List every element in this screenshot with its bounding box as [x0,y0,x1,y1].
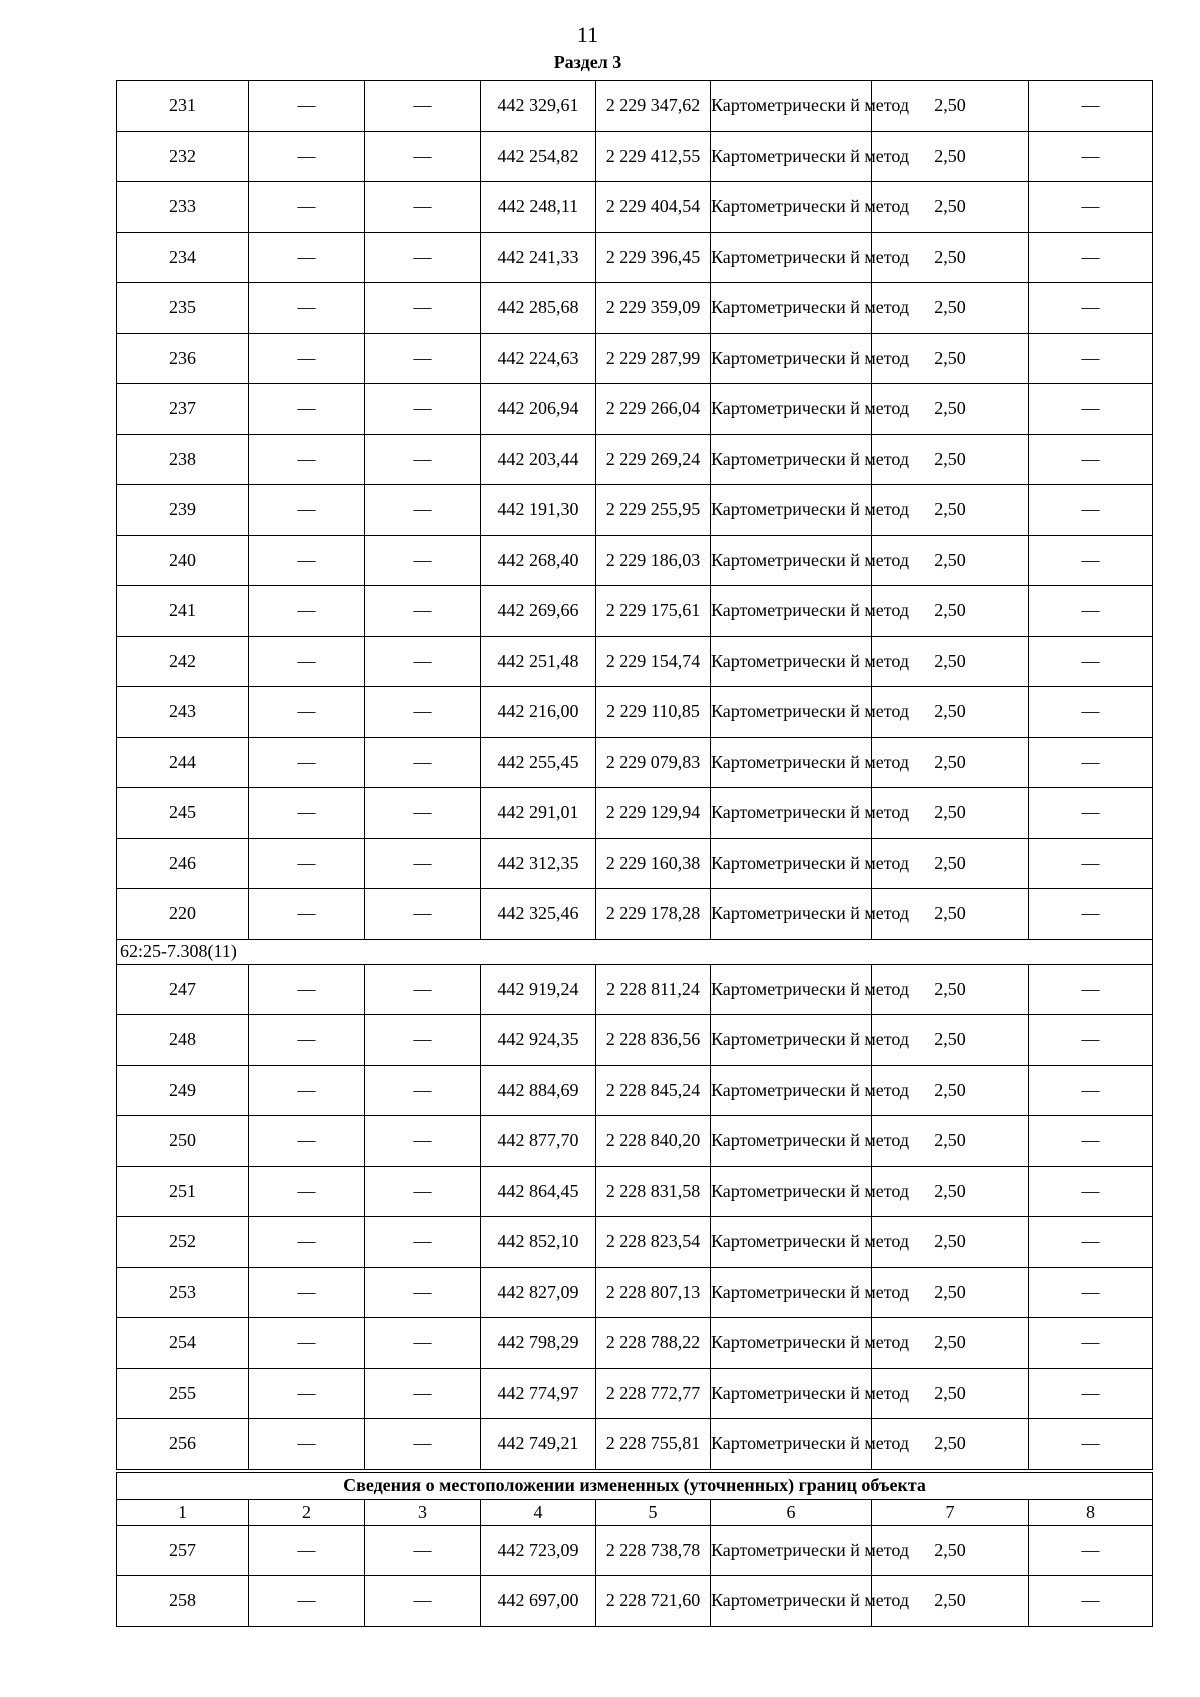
method-cell: Картометрически й метод [711,1267,872,1318]
section-title: Раздел 3 [553,52,622,72]
column-8-cell: — [1029,889,1153,940]
method-cell: Картометрически й метод [711,687,872,738]
point-number-cell: 257 [117,1525,249,1576]
column-2-cell: — [249,1065,365,1116]
x-coordinate-cell: 442 241,33 [481,232,596,283]
point-number-cell: 248 [117,1015,249,1066]
accuracy-cell: 2,50 [872,838,1029,889]
column-2-cell: — [249,384,365,435]
y-coordinate-cell: 2 229 178,28 [596,889,711,940]
point-number-cell: 245 [117,788,249,839]
column-2-cell: — [249,333,365,384]
x-coordinate-cell: 442 224,63 [481,333,596,384]
accuracy-cell: 2,50 [872,1318,1029,1369]
accuracy-cell: 2,50 [872,1116,1029,1167]
point-number-cell: 250 [117,1116,249,1167]
accuracy-cell: 2,50 [872,687,1029,738]
table-body-part-c [117,1525,1153,1626]
table-row [117,1419,1153,1471]
table-row [117,1015,1153,1066]
table-row [117,788,1153,839]
method-cell: Картометрически й метод [711,333,872,384]
table-body-part-b [117,964,1153,1471]
column-8-cell: — [1029,1368,1153,1419]
column-2-cell: — [249,586,365,637]
x-coordinate-cell: 442 864,45 [481,1166,596,1217]
group-label: 62:25-7.308(11) [117,939,1153,964]
column-number: 7 [872,1499,1029,1525]
point-number-cell: 247 [117,964,249,1015]
column-3-cell: — [365,964,481,1015]
column-number: 6 [711,1499,872,1525]
table-row [117,1267,1153,1318]
column-2-cell: — [249,182,365,233]
accuracy-cell: 2,50 [872,1267,1029,1318]
column-3-cell: — [365,131,481,182]
column-2-cell: — [249,1318,365,1369]
column-8-cell: — [1029,182,1153,233]
column-number-row [117,1499,1153,1525]
column-2-cell: — [249,1368,365,1419]
column-number: 1 [117,1499,249,1525]
method-cell: Картометрически й метод [711,232,872,283]
x-coordinate-cell: 442 723,09 [481,1525,596,1576]
y-coordinate-cell: 2 229 160,38 [596,838,711,889]
column-3-cell: — [365,333,481,384]
column-2-cell: — [249,788,365,839]
column-2-cell: — [249,889,365,940]
column-3-cell: — [365,1419,481,1471]
y-coordinate-cell: 2 229 110,85 [596,687,711,738]
section-header-body [117,1471,1153,1526]
accuracy-cell: 2,50 [872,586,1029,637]
method-cell: Картометрически й метод [711,434,872,485]
column-2-cell: — [249,1015,365,1066]
x-coordinate-cell: 442 877,70 [481,1116,596,1167]
table-row [117,485,1153,536]
x-coordinate-cell: 442 325,46 [481,889,596,940]
table-row [117,687,1153,738]
method-cell: Картометрически й метод [711,964,872,1015]
column-3-cell: — [365,838,481,889]
point-number-cell: 238 [117,434,249,485]
table-row [117,535,1153,586]
x-coordinate-cell: 442 206,94 [481,384,596,435]
x-coordinate-cell: 442 312,35 [481,838,596,889]
column-3-cell: — [365,1525,481,1576]
column-3-cell: — [365,1065,481,1116]
table-row [117,838,1153,889]
method-cell: Картометрически й метод [711,1065,872,1116]
column-3-cell: — [365,1116,481,1167]
column-3-cell: — [365,1267,481,1318]
y-coordinate-cell: 2 228 840,20 [596,1116,711,1167]
method-cell: Картометрически й метод [711,131,872,182]
column-3-cell: — [365,889,481,940]
column-8-cell: — [1029,434,1153,485]
column-8-cell: — [1029,737,1153,788]
y-coordinate-cell: 2 229 269,24 [596,434,711,485]
accuracy-cell: 2,50 [872,434,1029,485]
point-number-cell: 255 [117,1368,249,1419]
x-coordinate-cell: 442 255,45 [481,737,596,788]
column-2-cell: — [249,1419,365,1471]
table-row [117,1318,1153,1369]
x-coordinate-cell: 442 203,44 [481,434,596,485]
column-3-cell: — [365,788,481,839]
y-coordinate-cell: 2 228 807,13 [596,1267,711,1318]
table-body-part-a [117,81,1153,940]
method-cell: Картометрически й метод [711,283,872,334]
x-coordinate-cell: 442 749,21 [481,1419,596,1471]
table-row [117,586,1153,637]
method-cell: Картометрически й метод [711,1217,872,1268]
point-number-cell: 243 [117,687,249,738]
accuracy-cell: 2,50 [872,232,1029,283]
x-coordinate-cell: 442 774,97 [481,1368,596,1419]
accuracy-cell: 2,50 [872,1217,1029,1268]
column-8-cell: — [1029,1525,1153,1576]
y-coordinate-cell: 2 229 079,83 [596,737,711,788]
method-cell: Картометрически й метод [711,1419,872,1471]
column-3-cell: — [365,182,481,233]
y-coordinate-cell: 2 229 287,99 [596,333,711,384]
method-cell: Картометрически й метод [711,1015,872,1066]
column-3-cell: — [365,1576,481,1627]
column-2-cell: — [249,1116,365,1167]
group-row-body [117,939,1153,964]
y-coordinate-cell: 2 228 823,54 [596,1217,711,1268]
x-coordinate-cell: 442 852,10 [481,1217,596,1268]
method-cell: Картометрически й метод [711,1116,872,1167]
x-coordinate-cell: 442 697,00 [481,1576,596,1627]
column-8-cell: — [1029,283,1153,334]
table-row [117,1217,1153,1268]
column-8-cell: — [1029,333,1153,384]
table-row [117,1576,1153,1627]
accuracy-cell: 2,50 [872,889,1029,940]
column-number: 3 [365,1499,481,1525]
column-number: 5 [596,1499,711,1525]
column-2-cell: — [249,636,365,687]
accuracy-cell: 2,50 [872,182,1029,233]
method-cell: Картометрически й метод [711,636,872,687]
column-8-cell: — [1029,232,1153,283]
column-3-cell: — [365,434,481,485]
column-8-cell: — [1029,788,1153,839]
point-number-cell: 220 [117,889,249,940]
x-coordinate-cell: 442 268,40 [481,535,596,586]
page-number: 11 [576,22,599,47]
method-cell: Картометрически й метод [711,737,872,788]
column-2-cell: — [249,737,365,788]
accuracy-cell: 2,50 [872,131,1029,182]
column-8-cell: — [1029,1576,1153,1627]
column-8-cell: — [1029,535,1153,586]
column-8-cell: — [1029,838,1153,889]
y-coordinate-cell: 2 229 154,74 [596,636,711,687]
accuracy-cell: 2,50 [872,788,1029,839]
accuracy-cell: 2,50 [872,1166,1029,1217]
column-8-cell: — [1029,485,1153,536]
table-row [117,232,1153,283]
column-2-cell: — [249,838,365,889]
column-8-cell: — [1029,687,1153,738]
method-cell: Картометрически й метод [711,788,872,839]
column-3-cell: — [365,81,481,132]
column-8-cell: — [1029,964,1153,1015]
accuracy-cell: 2,50 [872,283,1029,334]
column-2-cell: — [249,1217,365,1268]
y-coordinate-cell: 2 229 404,54 [596,182,711,233]
accuracy-cell: 2,50 [872,1576,1029,1627]
x-coordinate-cell: 442 269,66 [481,586,596,637]
point-number-cell: 240 [117,535,249,586]
column-2-cell: — [249,535,365,586]
point-number-cell: 253 [117,1267,249,1318]
table-row [117,131,1153,182]
column-3-cell: — [365,586,481,637]
column-3-cell: — [365,1015,481,1066]
column-2-cell: — [249,1525,365,1576]
column-3-cell: — [365,737,481,788]
column-8-cell: — [1029,1419,1153,1471]
point-number-cell: 249 [117,1065,249,1116]
column-3-cell: — [365,1368,481,1419]
column-2-cell: — [249,1166,365,1217]
y-coordinate-cell: 2 228 721,60 [596,1576,711,1627]
column-8-cell: — [1029,1217,1153,1268]
accuracy-cell: 2,50 [872,1065,1029,1116]
point-number-cell: 251 [117,1166,249,1217]
point-number-cell: 241 [117,586,249,637]
y-coordinate-cell: 2 228 836,56 [596,1015,711,1066]
table-row [117,333,1153,384]
x-coordinate-cell: 442 216,00 [481,687,596,738]
point-number-cell: 233 [117,182,249,233]
y-coordinate-cell: 2 228 831,58 [596,1166,711,1217]
table-row [117,283,1153,334]
point-number-cell: 256 [117,1419,249,1471]
column-number: 2 [249,1499,365,1525]
method-cell: Картометрически й метод [711,485,872,536]
y-coordinate-cell: 2 229 359,09 [596,283,711,334]
table-row [117,964,1153,1015]
method-cell: Картометрически й метод [711,81,872,132]
x-coordinate-cell: 442 329,61 [481,81,596,132]
method-cell: Картометрически й метод [711,586,872,637]
point-number-cell: 252 [117,1217,249,1268]
y-coordinate-cell: 2 229 266,04 [596,384,711,435]
x-coordinate-cell: 442 291,01 [481,788,596,839]
method-cell: Картометрически й метод [711,838,872,889]
point-number-cell: 244 [117,737,249,788]
y-coordinate-cell: 2 228 788,22 [596,1318,711,1369]
column-2-cell: — [249,687,365,738]
point-number-cell: 235 [117,283,249,334]
table-row [117,889,1153,940]
column-8-cell: — [1029,1166,1153,1217]
x-coordinate-cell: 442 884,69 [481,1065,596,1116]
point-number-cell: 236 [117,333,249,384]
x-coordinate-cell: 442 248,11 [481,182,596,233]
coordinates-table [116,80,1153,1627]
table-row [117,1065,1153,1116]
table-row [117,182,1153,233]
column-3-cell: — [365,636,481,687]
table-row [117,384,1153,435]
accuracy-cell: 2,50 [872,636,1029,687]
x-coordinate-cell: 442 827,09 [481,1267,596,1318]
column-3-cell: — [365,283,481,334]
y-coordinate-cell: 2 228 811,24 [596,964,711,1015]
accuracy-cell: 2,50 [872,1525,1029,1576]
method-cell: Картометрически й метод [711,1318,872,1369]
x-coordinate-cell: 442 924,35 [481,1015,596,1066]
column-8-cell: — [1029,1015,1153,1066]
column-number: 4 [481,1499,596,1525]
point-number-cell: 234 [117,232,249,283]
y-coordinate-cell: 2 229 129,94 [596,788,711,839]
accuracy-cell: 2,50 [872,1368,1029,1419]
column-2-cell: — [249,81,365,132]
point-number-cell: 237 [117,384,249,435]
section-header-row [117,1471,1153,1500]
table-row [117,434,1153,485]
accuracy-cell: 2,50 [872,333,1029,384]
column-3-cell: — [365,687,481,738]
accuracy-cell: 2,50 [872,81,1029,132]
x-coordinate-cell: 442 191,30 [481,485,596,536]
method-cell: Картометрически й метод [711,384,872,435]
column-2-cell: — [249,131,365,182]
accuracy-cell: 2,50 [872,535,1029,586]
column-3-cell: — [365,384,481,435]
accuracy-cell: 2,50 [872,1015,1029,1066]
column-3-cell: — [365,232,481,283]
column-8-cell: — [1029,1318,1153,1369]
column-8-cell: — [1029,586,1153,637]
column-8-cell: — [1029,636,1153,687]
column-8-cell: — [1029,1116,1153,1167]
table-row [117,1525,1153,1576]
table-row [117,1116,1153,1167]
column-3-cell: — [365,1166,481,1217]
column-8-cell: — [1029,1267,1153,1318]
method-cell: Картометрически й метод [711,1525,872,1576]
column-3-cell: — [365,485,481,536]
column-8-cell: — [1029,81,1153,132]
x-coordinate-cell: 442 919,24 [481,964,596,1015]
column-2-cell: — [249,232,365,283]
group-row [117,939,1153,964]
method-cell: Картометрически й метод [711,1166,872,1217]
point-number-cell: 258 [117,1576,249,1627]
section-header: Сведения о местоположении измененных (уточненных) границ объекта [117,1471,1153,1500]
column-8-cell: — [1029,1065,1153,1116]
method-cell: Картометрически й метод [711,535,872,586]
method-cell: Картометрически й метод [711,1368,872,1419]
column-3-cell: — [365,1318,481,1369]
column-2-cell: — [249,964,365,1015]
accuracy-cell: 2,50 [872,485,1029,536]
point-number-cell: 242 [117,636,249,687]
column-3-cell: — [365,1217,481,1268]
column-3-cell: — [365,535,481,586]
table-row [117,1166,1153,1217]
method-cell: Картометрически й метод [711,1576,872,1627]
y-coordinate-cell: 2 229 186,03 [596,535,711,586]
x-coordinate-cell: 442 798,29 [481,1318,596,1369]
column-2-cell: — [249,1576,365,1627]
y-coordinate-cell: 2 229 175,61 [596,586,711,637]
point-number-cell: 239 [117,485,249,536]
y-coordinate-cell: 2 229 412,55 [596,131,711,182]
accuracy-cell: 2,50 [872,1419,1029,1471]
y-coordinate-cell: 2 228 755,81 [596,1419,711,1471]
method-cell: Картометрически й метод [711,889,872,940]
column-2-cell: — [249,434,365,485]
y-coordinate-cell: 2 229 255,95 [596,485,711,536]
column-8-cell: — [1029,131,1153,182]
column-2-cell: — [249,283,365,334]
y-coordinate-cell: 2 228 845,24 [596,1065,711,1116]
table-row [117,81,1153,132]
table-row [117,636,1153,687]
accuracy-cell: 2,50 [872,737,1029,788]
column-2-cell: — [249,485,365,536]
x-coordinate-cell: 442 251,48 [481,636,596,687]
x-coordinate-cell: 442 254,82 [481,131,596,182]
y-coordinate-cell: 2 229 396,45 [596,232,711,283]
y-coordinate-cell: 2 228 772,77 [596,1368,711,1419]
column-number: 8 [1029,1499,1153,1525]
y-coordinate-cell: 2 229 347,62 [596,81,711,132]
accuracy-cell: 2,50 [872,964,1029,1015]
table-row [117,737,1153,788]
y-coordinate-cell: 2 228 738,78 [596,1525,711,1576]
point-number-cell: 246 [117,838,249,889]
accuracy-cell: 2,50 [872,384,1029,435]
x-coordinate-cell: 442 285,68 [481,283,596,334]
point-number-cell: 254 [117,1318,249,1369]
column-8-cell: — [1029,384,1153,435]
point-number-cell: 231 [117,81,249,132]
column-2-cell: — [249,1267,365,1318]
point-number-cell: 232 [117,131,249,182]
method-cell: Картометрически й метод [711,182,872,233]
table-row [117,1368,1153,1419]
